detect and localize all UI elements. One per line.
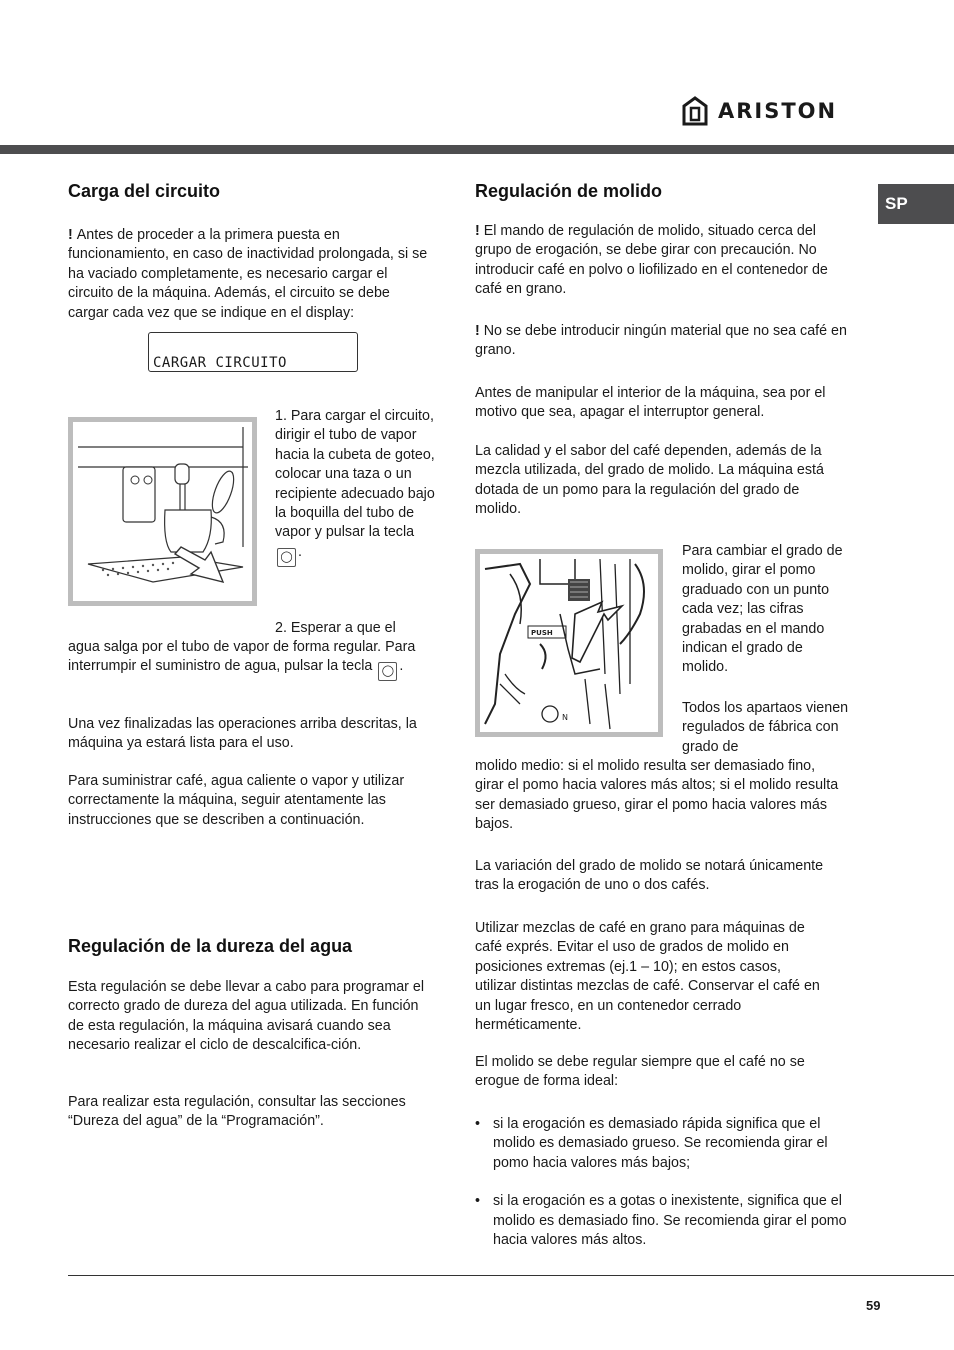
figure-text-1: Para cambiar el grado de molido, girar el pomo graduado con un punto cada vez; las cifras grabadas en el mando indican el grado de molido. — [682, 543, 843, 676]
step-1-text: 1. Para cargar el circuito, dirigir el tubo de vapor hacia la cubeta de goteo, colocar una taza o un recipiente adecuado bajo la boquilla del tubo de vapor y pulsar la tecla — [275, 408, 435, 541]
step-2-text: agua salga por el tubo de vapor de forma regular. Para interrumpir el suministro de agua, pulsar la tecla — [68, 639, 416, 675]
header-bar — [0, 145, 954, 154]
molido-warning-2 — [475, 322, 847, 361]
water-drop-icon: ◯ — [378, 662, 397, 681]
step-2: agua salga por el tubo de vapor de forma regular. Para interrumpir el suministro de agua, pulsar la tecla ◯ . — [68, 638, 433, 681]
section-title-carga: Carga del circuito — [68, 181, 221, 201]
dureza-paragraph-2: Para realizar esta regulación, consultar las secciones “Dureza del agua” de la “Programación”. — [68, 1094, 406, 1130]
section-title-molido: Regulación de molido — [475, 181, 663, 201]
warning-mark: ! — [475, 223, 484, 239]
grinder-knob-figure — [475, 549, 663, 737]
molido-warning-1 — [475, 222, 847, 300]
molido-paragraph-4: La calidad y el sabor del café dependen, además de la mezcla utilizada, del grado de molido. La máquina está dotada de un pomo para la regulación del grado de molido. — [475, 443, 824, 518]
figure-text-2: Todos los apartaos vienen regulados de fábrica con grado de — [682, 700, 849, 755]
list-item: • si la erogación es demasiado rápida significa que el molido es demasiado grueso. Se recomienda girar el pomo hacia valores más bajos; — [475, 1115, 847, 1173]
ariston-logo — [682, 95, 872, 127]
molido-warning-2-text: No se debe introducir ningún material que no sea café en grano. — [475, 323, 847, 359]
footer-rule — [68, 1275, 954, 1276]
push-label: PUSH — [531, 629, 553, 637]
molido-paragraph-6: La variación del grado de molido se notará únicamente tras la erogación de uno o dos cafés. — [475, 858, 824, 894]
molido-paragraph-7: Utilizar mezclas de café en grano para máquinas de café exprés. Evitar el uso de grados de molido en posiciones extremas (ej.1 – 10); en estos casos, utilizar distintas mezclas de café. Conservar el café en un lugar fresco, en un contenedor cerrado herméticamente. — [475, 920, 820, 1034]
molido-paragraph-8: El molido se debe regular siempre que el café no se erogue de forma ideal: — [475, 1054, 805, 1090]
grinder-illustration — [480, 554, 658, 732]
language-tab: SP — [878, 184, 954, 224]
steam-wand-illustration — [73, 422, 252, 601]
page-number: 59 — [866, 1298, 881, 1313]
list-item: • si la erogación es a gotas o inexistente, significa que el molido es demasiado fino. Se recomienda girar el pomo hacia valores más altos. — [475, 1192, 847, 1250]
warning-mark: ! — [475, 323, 484, 339]
water-drop-icon: ◯ — [277, 548, 296, 567]
step-1: 1. Para cargar el circuito, dirigir el tubo de vapor hacia la cubeta de goteo, colocar una taza o un recipiente adecuado bajo la boquilla del tubo de vapor y pulsar la tecla ◯ . — [275, 407, 440, 567]
step-2-start: 2. Esperar a que el — [275, 620, 396, 636]
bullet-list — [475, 1115, 847, 1250]
molido-paragraph-5: molido medio: si el molido resulta ser demasiado fino, girar el pomo hacia valores más altos; si el molido resulta ser demasiado grueso, girar el pomo hacia valores más bajos. — [475, 758, 839, 833]
display-text: CARGAR CIRCUITO — [153, 355, 287, 371]
n-label: N — [562, 713, 568, 722]
house-logo-icon — [682, 96, 708, 126]
brand-name: ARISTON — [718, 99, 838, 123]
warning-text: Antes de proceder a la primera puesta en funcionamiento, en caso de inactividad prolongada, si se ha vaciado completamente, es necesario cargar el circuito de la máquina. Además, el circuito se debe cargar cada vez que se indique en el display: — [68, 227, 428, 321]
dureza-paragraph-1: Esta regulación se debe llevar a cabo para programar el correcto grado de dureza del agua utilizada. En función de esta regulación, la máquina avisará cuando sea necesario realizar el ciclo de descalcifica-ción. — [68, 979, 425, 1054]
display-screen — [148, 332, 358, 372]
warning-paragraph — [68, 226, 433, 323]
instructions-paragraph: Para suministrar café, agua caliente o vapor y utilizar correctamente la máquina, seguir atentamente las instrucciones que se describen a continuación. — [68, 773, 405, 828]
ready-paragraph: Una vez finalizadas las operaciones arriba descritas, la máquina ya estará lista para el uso. — [68, 716, 417, 752]
warning-mark: ! — [68, 227, 77, 243]
steam-wand-figure — [68, 417, 257, 606]
section-title-dureza: Regulación de la dureza del agua — [68, 936, 353, 956]
molido-paragraph-3: Antes de manipular el interior de la máquina, sea por el motivo que sea, apagar el interruptor general. — [475, 385, 826, 421]
molido-warning-1-text: El mando de regulación de molido, situado cerca del grupo de erogación, se debe girar con precaución. No introducir café en polvo o liofilizado en el contenedor de café en grano. — [475, 223, 828, 298]
